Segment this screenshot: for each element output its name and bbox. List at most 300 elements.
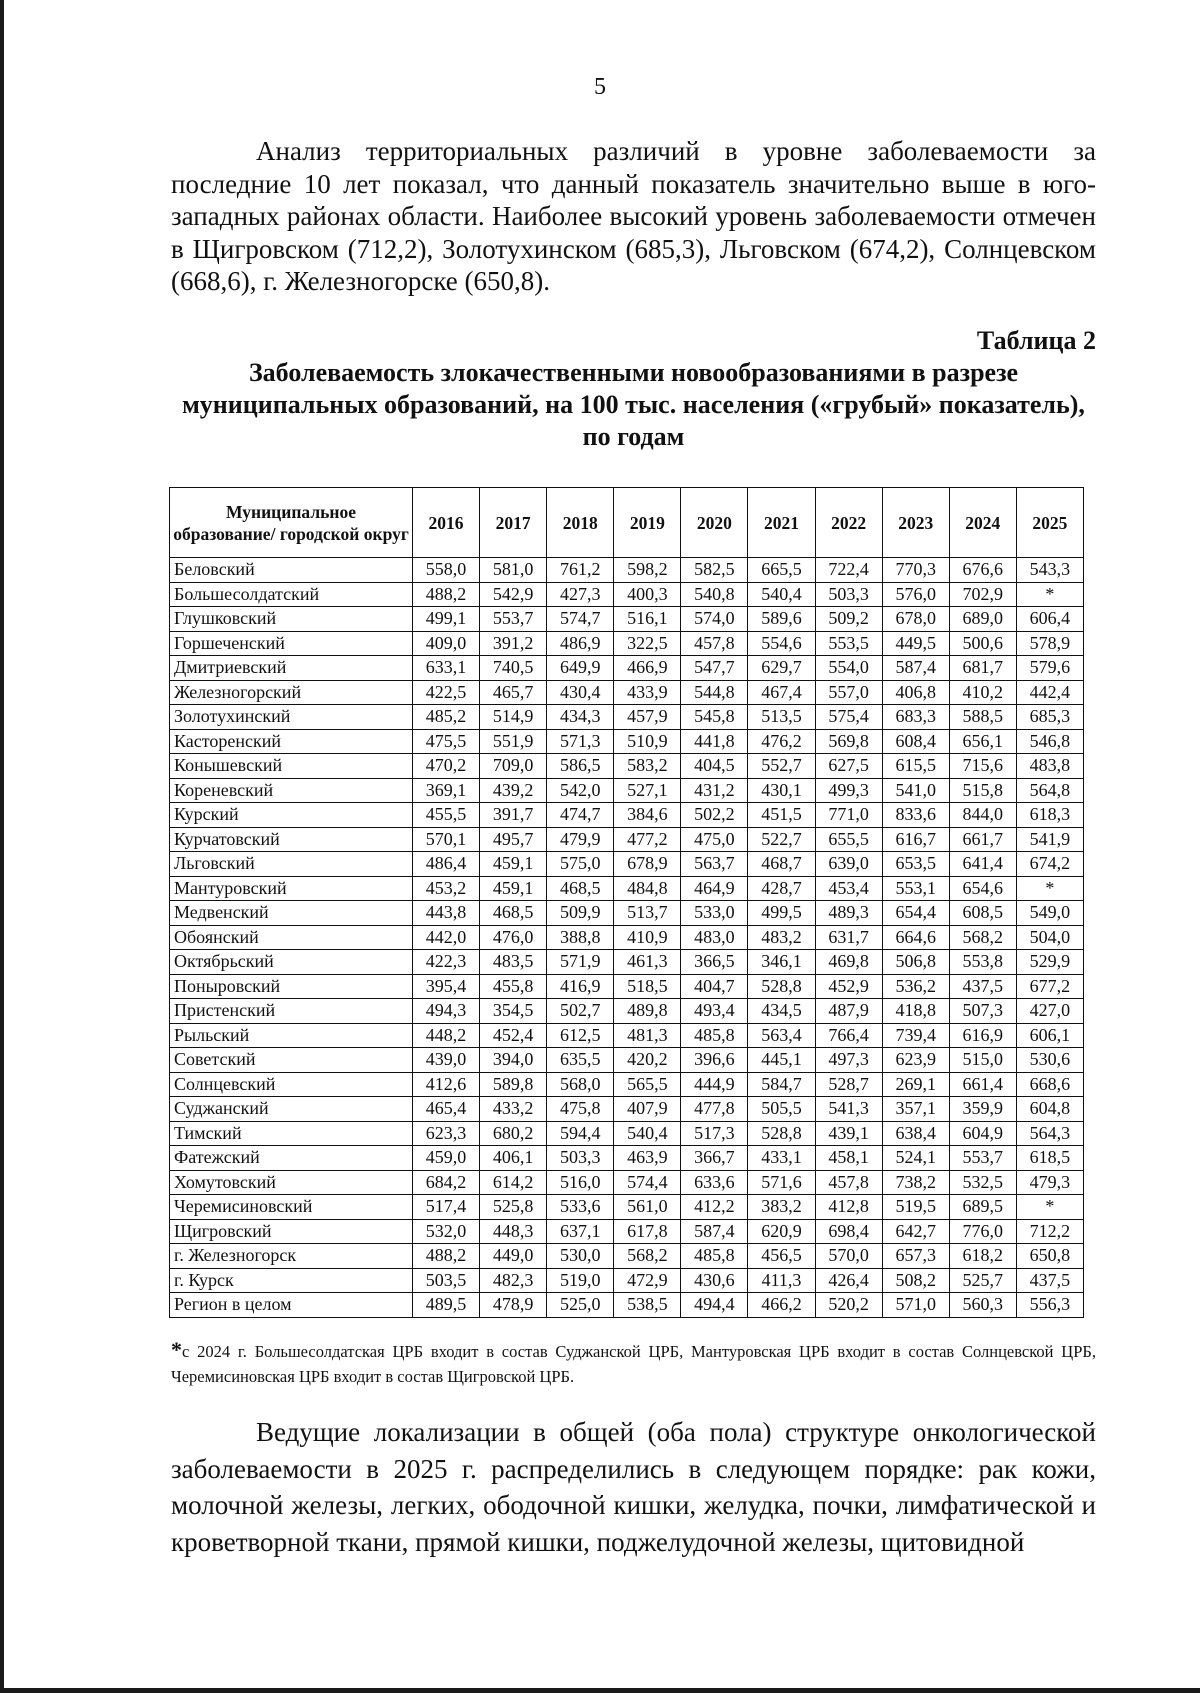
table-header-row (170, 488, 1084, 558)
incidence-value-cell: 499,5 (748, 901, 815, 926)
incidence-value-cell: 457,9 (614, 705, 681, 730)
incidence-value-cell: 524,1 (882, 1146, 949, 1171)
incidence-value-cell: 639,0 (815, 852, 882, 877)
incidence-value-cell: 404,5 (681, 754, 748, 779)
municipality-name-cell: Поныровский (170, 974, 413, 999)
incidence-value-cell: 489,5 (413, 1293, 480, 1318)
municipality-name-cell: Горшеченский (170, 631, 413, 656)
incidence-value-cell: 426,4 (815, 1268, 882, 1293)
incidence-value-cell: 553,5 (815, 631, 882, 656)
incidence-value-cell: 513,5 (748, 705, 815, 730)
incidence-value-cell: 578,9 (1016, 631, 1083, 656)
incidence-value-cell: 544,8 (681, 680, 748, 705)
incidence-value-cell: 500,6 (949, 631, 1016, 656)
incidence-value-cell: 472,9 (614, 1268, 681, 1293)
incidence-value-cell: 584,7 (748, 1072, 815, 1097)
incidence-value-cell: 587,4 (681, 1219, 748, 1244)
incidence-value-cell: 541,3 (815, 1097, 882, 1122)
incidence-value-cell: 502,2 (681, 803, 748, 828)
municipality-name-cell: Хомутовский (170, 1170, 413, 1195)
incidence-value-cell: 594,4 (547, 1121, 614, 1146)
incidence-value-cell: 366,7 (681, 1146, 748, 1171)
municipality-name-cell: Солнцевский (170, 1072, 413, 1097)
incidence-value-cell: 740,5 (480, 656, 547, 681)
incidence-value-cell: 581,0 (480, 558, 547, 583)
incidence-value-cell: 458,1 (815, 1146, 882, 1171)
table-row (170, 1146, 1084, 1171)
incidence-value-cell: 654,6 (949, 876, 1016, 901)
incidence-value-cell: 455,5 (413, 803, 480, 828)
table-body (170, 558, 1084, 1318)
incidence-value-cell: 433,2 (480, 1097, 547, 1122)
incidence-value-cell: 465,4 (413, 1097, 480, 1122)
incidence-value-cell: 517,3 (681, 1121, 748, 1146)
incidence-value-cell: 509,2 (815, 607, 882, 632)
incidence-value-cell: 518,5 (614, 974, 681, 999)
incidence-value-cell: 525,7 (949, 1268, 1016, 1293)
incidence-value-cell: 715,6 (949, 754, 1016, 779)
incidence-value-cell: 439,1 (815, 1121, 882, 1146)
incidence-value-cell: 527,1 (614, 778, 681, 803)
incidence-value-cell: 771,0 (815, 803, 882, 828)
incidence-value-cell: 482,3 (480, 1268, 547, 1293)
table-row (170, 1097, 1084, 1122)
incidence-value-cell: 488,2 (413, 1244, 480, 1269)
incidence-value-cell: 702,9 (949, 582, 1016, 607)
incidence-value-cell: 395,4 (413, 974, 480, 999)
municipality-name-cell: Регион в целом (170, 1293, 413, 1318)
incidence-value-cell: 359,9 (949, 1097, 1016, 1122)
incidence-value-cell: 579,6 (1016, 656, 1083, 681)
incidence-value-cell: 637,1 (547, 1219, 614, 1244)
incidence-value-cell: 467,4 (748, 680, 815, 705)
incidence-value-cell: 499,3 (815, 778, 882, 803)
incidence-value-cell: 533,0 (681, 901, 748, 926)
incidence-value-cell: 514,9 (480, 705, 547, 730)
incidence-value-cell: 680,2 (480, 1121, 547, 1146)
incidence-value-cell: 661,7 (949, 827, 1016, 852)
incidence-value-cell: 322,5 (614, 631, 681, 656)
incidence-value-cell: 506,8 (882, 950, 949, 975)
incidence-value-cell: 453,2 (413, 876, 480, 901)
incidence-value-cell: 698,4 (815, 1219, 882, 1244)
incidence-value-cell: 574,0 (681, 607, 748, 632)
incidence-value-cell: 459,0 (413, 1146, 480, 1171)
incidence-value-cell: 439,0 (413, 1048, 480, 1073)
incidence-value-cell: 383,2 (748, 1195, 815, 1220)
incidence-value-cell: 433,9 (614, 680, 681, 705)
incidence-value-cell: 442,0 (413, 925, 480, 950)
incidence-value-cell: 545,8 (681, 705, 748, 730)
incidence-value-cell: 455,8 (480, 974, 547, 999)
incidence-value-cell: 433,1 (748, 1146, 815, 1171)
table-title: Заболеваемость злокачественными новообразованиями в разрезе муниципальных образований, на 100 тыс. населения («грубый» показатель), по годам (182, 358, 1085, 451)
incidence-value-cell: 678,0 (882, 607, 949, 632)
incidence-value-cell: 422,5 (413, 680, 480, 705)
incidence-value-cell: 551,9 (480, 729, 547, 754)
incidence-value-cell: 642,7 (882, 1219, 949, 1244)
incidence-value-cell: 587,4 (882, 656, 949, 681)
incidence-value-cell: 542,9 (480, 582, 547, 607)
incidence-value-cell: 519,0 (547, 1268, 614, 1293)
incidence-value-cell: 540,8 (681, 582, 748, 607)
incidence-value-cell: 623,3 (413, 1121, 480, 1146)
table-row (170, 1195, 1084, 1220)
incidence-value-cell: 540,4 (614, 1121, 681, 1146)
incidence-value-cell: 428,7 (748, 876, 815, 901)
incidence-value-cell: 568,2 (949, 925, 1016, 950)
incidence-value-cell: 485,8 (681, 1244, 748, 1269)
incidence-value-cell: 470,2 (413, 754, 480, 779)
incidence-value-cell: 606,4 (1016, 607, 1083, 632)
incidence-value-cell: 418,8 (882, 999, 949, 1024)
municipality-name-cell: Железногорский (170, 680, 413, 705)
incidence-value-cell: 497,3 (815, 1048, 882, 1073)
incidence-value-cell: 722,4 (815, 558, 882, 583)
incidence-value-cell: 553,1 (882, 876, 949, 901)
table-row (170, 974, 1084, 999)
incidence-value-cell: 477,2 (614, 827, 681, 852)
incidence-value-cell: 676,6 (949, 558, 1016, 583)
header-year: 2023 (882, 488, 949, 558)
incidence-value-cell: 430,1 (748, 778, 815, 803)
table-row (170, 582, 1084, 607)
incidence-value-cell: 453,4 (815, 876, 882, 901)
incidence-value-cell: 536,2 (882, 974, 949, 999)
incidence-value-cell: 483,5 (480, 950, 547, 975)
incidence-value-cell: 520,2 (815, 1293, 882, 1318)
incidence-value-cell: 552,7 (748, 754, 815, 779)
incidence-value-cell: 641,4 (949, 852, 1016, 877)
municipality-name-cell: Кореневский (170, 778, 413, 803)
incidence-value-cell: 503,3 (815, 582, 882, 607)
municipality-name-cell: Касторенский (170, 729, 413, 754)
incidence-value-cell: 488,2 (413, 582, 480, 607)
table-label: Таблица 2 (976, 326, 1096, 355)
incidence-value-cell: 586,5 (547, 754, 614, 779)
incidence-value-cell: 456,5 (748, 1244, 815, 1269)
header-year: 2019 (614, 488, 681, 558)
incidence-value-cell: 503,3 (547, 1146, 614, 1171)
incidence-value-cell: 481,3 (614, 1023, 681, 1048)
incidence-value-cell: 406,8 (882, 680, 949, 705)
incidence-value-cell: 494,4 (681, 1293, 748, 1318)
municipality-name-cell: Мантуровский (170, 876, 413, 901)
incidence-value-cell: 530,6 (1016, 1048, 1083, 1073)
incidence-value-cell: 525,8 (480, 1195, 547, 1220)
incidence-value-cell: 474,7 (547, 803, 614, 828)
incidence-value-cell: 484,8 (614, 876, 681, 901)
incidence-value-cell: 475,0 (681, 827, 748, 852)
incidence-value-cell: 561,0 (614, 1195, 681, 1220)
scan-left-edge (0, 0, 4, 1693)
table-row (170, 680, 1084, 705)
incidence-value-cell: 412,2 (681, 1195, 748, 1220)
municipality-name-cell: Щигровский (170, 1219, 413, 1244)
header-year: 2024 (949, 488, 1016, 558)
header-year: 2022 (815, 488, 882, 558)
municipality-name-cell: Большесолдатский (170, 582, 413, 607)
incidence-value-cell: 406,1 (480, 1146, 547, 1171)
incidence-value-cell: 739,4 (882, 1023, 949, 1048)
incidence-value-cell: 479,9 (547, 827, 614, 852)
incidence-value-cell: 618,5 (1016, 1146, 1083, 1171)
incidence-value-cell: 568,0 (547, 1072, 614, 1097)
incidence-value-cell: 269,1 (882, 1072, 949, 1097)
intro-paragraph: Анализ территориальных различий в уровне заболеваемости за последние 10 лет показал, что данный показатель значительно выше в юго-западных районах области. Наиболее высокий уровень заболеваемости отмечен в Щигровском (712,2), Золотухинском (685,3), Льговском (674,2), Солнцевском (668,6), г. Железногорске (650,8). (171, 136, 1096, 296)
incidence-value-cell: 575,4 (815, 705, 882, 730)
incidence-value-cell: 533,6 (547, 1195, 614, 1220)
incidence-value-cell: 502,7 (547, 999, 614, 1024)
incidence-value-cell: 430,4 (547, 680, 614, 705)
header-municipality: Муниципальное образование/ городской округ (170, 488, 413, 558)
incidence-value-cell: 738,2 (882, 1170, 949, 1195)
incidence-value-cell: * (1016, 582, 1083, 607)
municipality-name-cell: Суджанский (170, 1097, 413, 1122)
incidence-value-cell: 529,9 (1016, 950, 1083, 975)
incidence-value-cell: 483,8 (1016, 754, 1083, 779)
incidence-value-cell: 449,0 (480, 1244, 547, 1269)
incidence-value-cell: 638,4 (882, 1121, 949, 1146)
incidence-value-cell: 427,0 (1016, 999, 1083, 1024)
incidence-value-cell: 589,8 (480, 1072, 547, 1097)
incidence-value-cell: 442,4 (1016, 680, 1083, 705)
incidence-value-cell: 464,9 (681, 876, 748, 901)
incidence-value-cell: 515,8 (949, 778, 1016, 803)
municipality-name-cell: Тимский (170, 1121, 413, 1146)
table-row (170, 803, 1084, 828)
incidence-value-cell: 508,2 (882, 1268, 949, 1293)
incidence-value-cell: 618,2 (949, 1244, 1016, 1269)
incidence-value-cell: 598,2 (614, 558, 681, 583)
incidence-value-cell: 575,0 (547, 852, 614, 877)
header-year: 2025 (1016, 488, 1083, 558)
incidence-value-cell: 649,9 (547, 656, 614, 681)
incidence-value-cell: 633,1 (413, 656, 480, 681)
municipality-name-cell: Пристенский (170, 999, 413, 1024)
incidence-value-cell: 683,3 (882, 705, 949, 730)
incidence-value-cell: 468,5 (547, 876, 614, 901)
incidence-value-cell: 391,2 (480, 631, 547, 656)
incidence-value-cell: 655,5 (815, 827, 882, 852)
table-row (170, 1048, 1084, 1073)
incidence-value-cell: 489,8 (614, 999, 681, 1024)
incidence-value-cell: 452,9 (815, 974, 882, 999)
municipality-name-cell: Черемисиновский (170, 1195, 413, 1220)
header-year: 2021 (748, 488, 815, 558)
incidence-value-cell: 571,3 (547, 729, 614, 754)
table-row (170, 607, 1084, 632)
incidence-value-cell: 409,0 (413, 631, 480, 656)
incidence-value-cell: 411,3 (748, 1268, 815, 1293)
table-row (170, 1219, 1084, 1244)
incidence-value-cell: 618,3 (1016, 803, 1083, 828)
incidence-value-cell: 486,4 (413, 852, 480, 877)
incidence-value-cell: 612,5 (547, 1023, 614, 1048)
incidence-value-cell: 384,6 (614, 803, 681, 828)
incidence-value-cell: 556,3 (1016, 1293, 1083, 1318)
incidence-value-cell: 631,7 (815, 925, 882, 950)
incidence-value-cell: 466,2 (748, 1293, 815, 1318)
incidence-value-cell: 499,1 (413, 607, 480, 632)
incidence-value-cell: 475,8 (547, 1097, 614, 1122)
incidence-value-cell: 483,0 (681, 925, 748, 950)
incidence-value-cell: 483,2 (748, 925, 815, 950)
incidence-value-cell: 465,7 (480, 680, 547, 705)
incidence-value-cell: 541,9 (1016, 827, 1083, 852)
scan-bottom-edge (0, 1688, 1200, 1693)
footnote (171, 1337, 1096, 1389)
table-row (170, 1293, 1084, 1318)
table-row (170, 901, 1084, 926)
incidence-value-cell: 478,9 (480, 1293, 547, 1318)
incidence-value-cell: 571,9 (547, 950, 614, 975)
table-row (170, 827, 1084, 852)
incidence-value-cell: 568,2 (614, 1244, 681, 1269)
incidence-value-cell: 614,2 (480, 1170, 547, 1195)
incidence-value-cell: 443,8 (413, 901, 480, 926)
incidence-value-cell: 553,7 (480, 607, 547, 632)
incidence-value-cell: 681,7 (949, 656, 1016, 681)
incidence-value-cell: 554,0 (815, 656, 882, 681)
incidence-value-cell: 563,4 (748, 1023, 815, 1048)
incidence-value-cell: 623,9 (882, 1048, 949, 1073)
incidence-value-cell: 604,8 (1016, 1097, 1083, 1122)
incidence-value-cell: 437,5 (949, 974, 1016, 999)
incidence-value-cell: 463,9 (614, 1146, 681, 1171)
incidence-value-cell: 661,4 (949, 1072, 1016, 1097)
incidence-value-cell: 468,5 (480, 901, 547, 926)
incidence-value-cell: 570,1 (413, 827, 480, 852)
incidence-value-cell: 516,0 (547, 1170, 614, 1195)
incidence-value-cell: 615,5 (882, 754, 949, 779)
incidence-value-cell: 430,6 (681, 1268, 748, 1293)
incidence-value-cell: 540,4 (748, 582, 815, 607)
table-row (170, 754, 1084, 779)
incidence-value-cell: 569,8 (815, 729, 882, 754)
incidence-value-cell: 553,7 (949, 1146, 1016, 1171)
incidence-value-cell: 495,7 (480, 827, 547, 852)
table-row (170, 1121, 1084, 1146)
incidence-value-cell: 485,2 (413, 705, 480, 730)
incidence-value-cell: 635,5 (547, 1048, 614, 1073)
incidence-value-cell: * (1016, 1195, 1083, 1220)
incidence-value-cell: 407,9 (614, 1097, 681, 1122)
incidence-value-cell: 515,0 (949, 1048, 1016, 1073)
incidence-value-cell: 410,2 (949, 680, 1016, 705)
incidence-value-cell: 466,9 (614, 656, 681, 681)
municipality-name-cell: Рыльский (170, 1023, 413, 1048)
incidence-value-cell: 677,2 (1016, 974, 1083, 999)
incidence-value-cell: 665,5 (748, 558, 815, 583)
incidence-value-cell: 513,7 (614, 901, 681, 926)
incidence-value-cell: 493,4 (681, 999, 748, 1024)
incidence-value-cell: 517,4 (413, 1195, 480, 1220)
incidence-value-cell: 558,0 (413, 558, 480, 583)
incidence-value-cell: 656,1 (949, 729, 1016, 754)
incidence-value-cell: 712,2 (1016, 1219, 1083, 1244)
municipality-name-cell: Курчатовский (170, 827, 413, 852)
incidence-value-cell: 588,5 (949, 705, 1016, 730)
incidence-value-cell: 503,5 (413, 1268, 480, 1293)
incidence-value-cell: 427,3 (547, 582, 614, 607)
incidence-value-cell: 459,1 (480, 852, 547, 877)
table-row (170, 852, 1084, 877)
incidence-value-cell: 475,5 (413, 729, 480, 754)
incidence-value-cell: 574,4 (614, 1170, 681, 1195)
table-row (170, 729, 1084, 754)
municipality-name-cell: Глушковский (170, 607, 413, 632)
municipality-name-cell: г. Железногорск (170, 1244, 413, 1269)
incidence-value-cell: 653,5 (882, 852, 949, 877)
header-year: 2016 (413, 488, 480, 558)
incidence-value-cell: 459,1 (480, 876, 547, 901)
incidence-value-cell: 412,8 (815, 1195, 882, 1220)
incidence-value-cell: 510,9 (614, 729, 681, 754)
header-year: 2018 (547, 488, 614, 558)
incidence-value-cell: 476,0 (480, 925, 547, 950)
municipality-name-cell: Октябрьский (170, 950, 413, 975)
incidence-value-cell: 354,5 (480, 999, 547, 1024)
incidence-value-cell: 391,7 (480, 803, 547, 828)
incidence-value-cell: 357,1 (882, 1097, 949, 1122)
table-row (170, 876, 1084, 901)
municipality-name-cell: Беловский (170, 558, 413, 583)
incidence-value-cell: 346,1 (748, 950, 815, 975)
incidence-value-cell: 674,2 (1016, 852, 1083, 877)
incidence-value-cell: 616,9 (949, 1023, 1016, 1048)
incidence-value-cell: 457,8 (815, 1170, 882, 1195)
incidence-value-cell: 549,0 (1016, 901, 1083, 926)
incidence-value-cell: 461,3 (614, 950, 681, 975)
incidence-value-cell: 538,5 (614, 1293, 681, 1318)
incidence-value-cell: 678,9 (614, 852, 681, 877)
incidence-value-cell: 420,2 (614, 1048, 681, 1073)
incidence-value-cell: 583,2 (614, 754, 681, 779)
incidence-value-cell: 554,6 (748, 631, 815, 656)
municipality-name-cell: Обоянский (170, 925, 413, 950)
incidence-value-cell: 505,5 (748, 1097, 815, 1122)
incidence-value-cell: 668,6 (1016, 1072, 1083, 1097)
incidence-value-cell: 570,0 (815, 1244, 882, 1269)
incidence-value-cell: 532,0 (413, 1219, 480, 1244)
incidence-value-cell: 684,2 (413, 1170, 480, 1195)
incidence-value-cell: 689,0 (949, 607, 1016, 632)
incidence-value-cell: 400,3 (614, 582, 681, 607)
incidence-value-cell: 469,8 (815, 950, 882, 975)
incidence-value-cell: 388,8 (547, 925, 614, 950)
incidence-value-cell: 776,0 (949, 1219, 1016, 1244)
incidence-value-cell: 766,4 (815, 1023, 882, 1048)
table-row (170, 1170, 1084, 1195)
incidence-value-cell: 445,1 (748, 1048, 815, 1073)
municipality-name-cell: Золотухинский (170, 705, 413, 730)
municipality-name-cell: Фатежский (170, 1146, 413, 1171)
incidence-value-cell: 564,3 (1016, 1121, 1083, 1146)
incidence-value-cell: 516,1 (614, 607, 681, 632)
incidence-value-cell: 617,8 (614, 1219, 681, 1244)
table-row (170, 950, 1084, 975)
incidence-value-cell: 633,6 (681, 1170, 748, 1195)
municipality-name-cell: Дмитриевский (170, 656, 413, 681)
incidence-value-cell: 547,7 (681, 656, 748, 681)
closing-paragraph: Ведущие локализации в общей (оба пола) структуре онкологической заболеваемости в 2025 г. распределились в следующем порядке: рак кожи, молочной железы, легких, ободочной кишки, желудка, почки, лимфатической и кроветворной ткани, прямой кишки, поджелудочной железы, щитовидной (171, 1417, 1096, 1557)
incidence-value-cell: 650,8 (1016, 1244, 1083, 1269)
table-row (170, 1023, 1084, 1048)
incidence-value-cell: 761,2 (547, 558, 614, 583)
municipality-name-cell: Конышевский (170, 754, 413, 779)
table-row (170, 656, 1084, 681)
